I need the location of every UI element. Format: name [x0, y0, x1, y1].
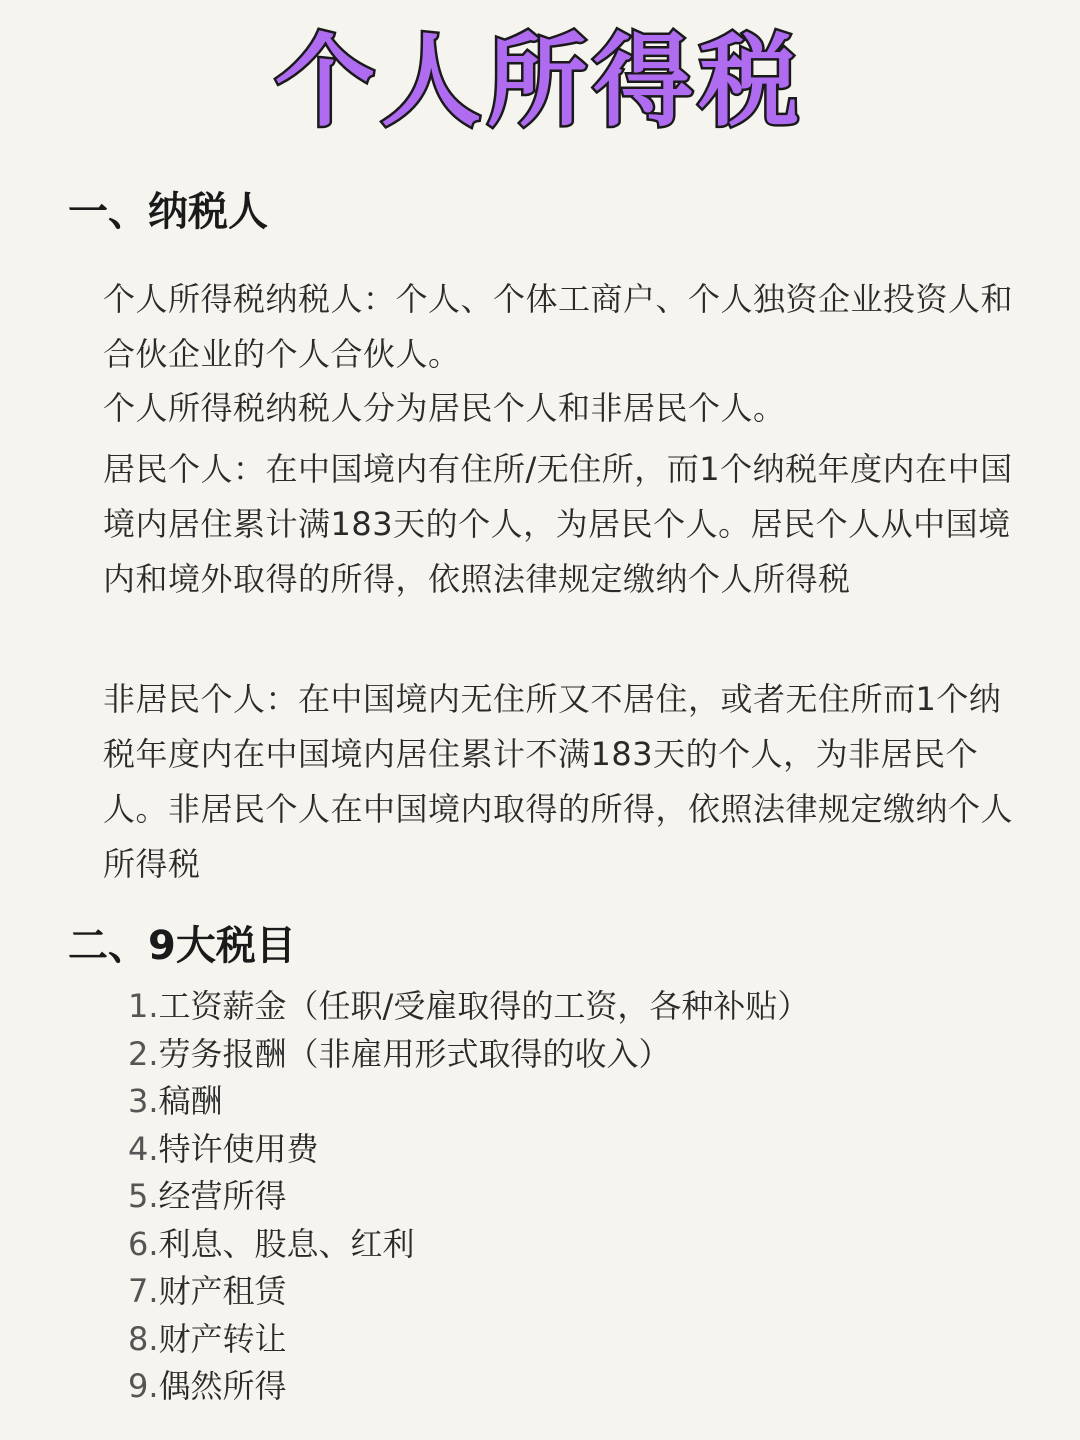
list-item-text: 工资薪金（任职/受雇取得的工资，各种补贴） [158, 987, 810, 1025]
list-item [128, 1363, 809, 1411]
paragraph-taxpayer-definition: 个人所得税纳税人：个人、个体工商户、个人独资企业投资人和合伙企业的个人合伙人。 [103, 280, 1014, 373]
paragraph-non-resident: 非居民个人：在中国境内无住所又不居住，或者无住所而1个纳税年度内在中国境内居住累计不满183天的个人，为非居民个人。非居民个人在中国境内取得的所得，依照法律规定缴纳个人所得税 [103, 680, 1014, 883]
list-item [128, 983, 809, 1031]
section-heading-taxpayer: 一、纳税人 [68, 189, 268, 235]
list-item-text: 经营所得 [158, 1177, 287, 1215]
list-item-text: 劳务报酬（非雇用形式取得的收入） [158, 1034, 671, 1073]
list-item [128, 1316, 809, 1364]
section-heading-tax-items: 二、9大税目 [68, 923, 296, 969]
list-item [128, 1221, 809, 1269]
page-title: 个人所得税 [275, 23, 805, 140]
paragraph-resident: 居民个人：在中国境内有住所/无住所，而1个纳税年度内在中国境内居住累计满183天的个人，为居民个人。居民个人从中国境内和境外取得的所得，依照法律规定缴纳个人所得税 [103, 450, 1013, 598]
list-item-text: 财产租赁 [158, 1272, 287, 1310]
list-item [128, 1031, 809, 1079]
list-item [128, 1268, 809, 1316]
list-item-number: 5. [128, 1177, 159, 1215]
list-item-number: 9. [128, 1367, 159, 1405]
list-item-text: 偶然所得 [158, 1367, 287, 1405]
list-item-text: 利息、股息、红利 [158, 1224, 415, 1263]
list-item [128, 1078, 809, 1126]
list-item-number: 2. [128, 1034, 159, 1073]
list-item-text: 特许使用费 [158, 1129, 319, 1168]
list-item [128, 1173, 809, 1221]
list-item-number: 6. [128, 1224, 159, 1263]
list-item-number: 1. [128, 987, 159, 1025]
list-item [128, 1126, 809, 1174]
list-item-number: 3. [128, 1082, 159, 1120]
list-item-text: 稿酬 [158, 1082, 223, 1120]
list-item-number: 4. [128, 1129, 159, 1168]
list-item-text: 财产转让 [158, 1319, 287, 1358]
tax-items-list [128, 983, 809, 1411]
list-item-number: 7. [128, 1272, 159, 1310]
paragraph-taxpayer-types: 个人所得税纳税人分为居民个人和非居民个人。 [103, 389, 786, 427]
list-item-number: 8. [128, 1319, 159, 1358]
